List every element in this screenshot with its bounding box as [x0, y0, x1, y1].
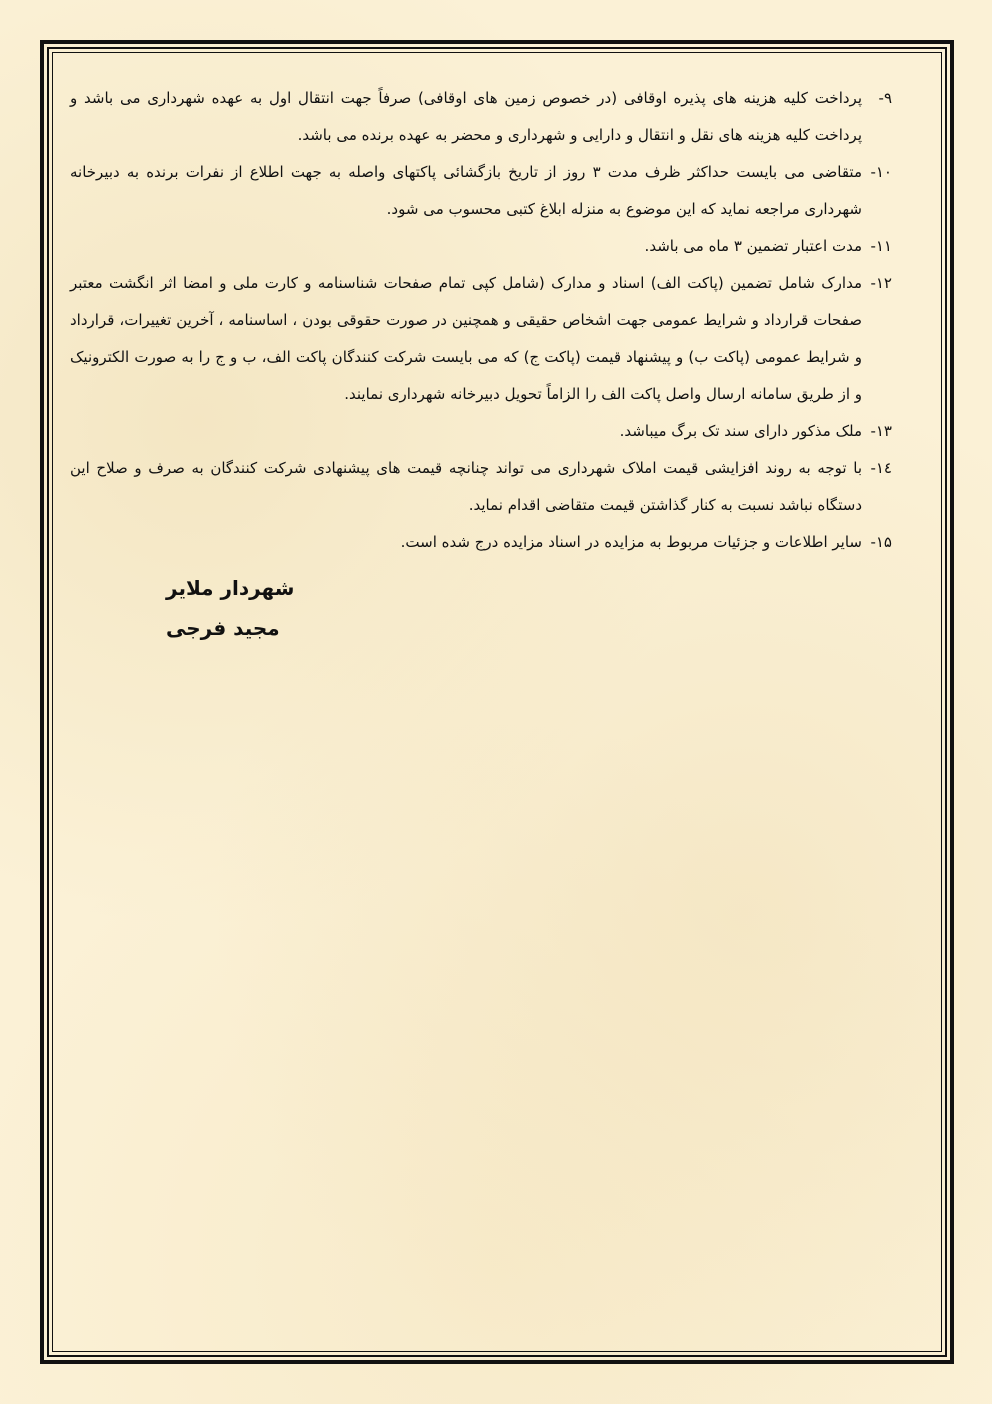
clause-number: ۱۱-: [870, 237, 892, 255]
clause-number: ۱۵-: [870, 533, 892, 551]
clause-number: ۱۳-: [870, 422, 892, 440]
clause-10: [70, 154, 892, 228]
clause-text: سایر اطلاعات و جزئیات مربوط به مزایده در اسناد مزایده درج شده است.: [400, 533, 862, 551]
document-body: [70, 80, 892, 561]
clause-number: ۱۲-: [870, 274, 892, 292]
clause-number: ۹-: [878, 89, 892, 107]
signature-title: شهردار ملایر: [166, 576, 295, 600]
clause-text: ملک مذکور دارای سند تک برگ میباشد.: [619, 422, 862, 440]
clause-15: [70, 524, 892, 561]
clause-14: [70, 450, 892, 524]
signature-block: [166, 568, 426, 648]
clause-number: ۱۰-: [870, 163, 892, 181]
clause-text: با توجه به روند افزایشی قیمت املاک شهرداری می تواند چنانچه قیمت های پیشنهادی شرکت کنندگان به صرف و صلاح این دستگاه نباشد نسبت به کنار گذاشتن قیمت متقاضی اقدام نماید.: [70, 459, 862, 514]
clause-text: مدارک شامل تضمین (پاکت الف) اسناد و مدارک (شامل کپی تمام صفحات شناسنامه و کارت ملی و امضا اثر انگشت معتبر صفحات قرارداد و شرایط عمومی جهت اشخاص حقیقی و همچنین در صورت حقوقی بودن ، اساسنامه ، آخرین تغییرات، قرارداد و شرایط عمومی (پاکت ب) و پیشنهاد قیمت (پاکت ج) که می بایست شرکت کنندگان پاکت الف، ب و ج را به صورت الکترونیک و از طریق سامانه ارسال واصل پاکت الف را الزاماً تحویل دبیرخانه شهرداری نمایند.: [70, 274, 862, 403]
clause-12: [70, 265, 892, 413]
clause-11: [70, 228, 892, 265]
clause-9: [70, 80, 892, 154]
signature-name: مجید فرجی: [166, 616, 280, 640]
clause-text: متقاضی می بایست حداکثر ظرف مدت ۳ روز از تاریخ بازگشائی پاکتهای واصله به جهت اطلاع از نفرات برنده به دبیرخانه شهرداری مراجعه نماید که این موضوع به منزله ابلاغ کتبی محسوب می شود.: [70, 163, 862, 218]
clause-13: [70, 413, 892, 450]
clause-text: مدت اعتبار تضمین ۳ ماه می باشد.: [644, 237, 862, 255]
clause-text: پرداخت کلیه هزینه های پذیره اوقافی (در خصوص زمین های اوقافی) صرفاً جهت انتقال اول به عهده شهرداری می باشد و پرداخت کلیه هزینه های نقل و انتقال و دارایی و شهرداری و محضر به عهده برنده می باشد.: [70, 89, 862, 144]
clause-number: ۱٤-: [870, 459, 892, 477]
